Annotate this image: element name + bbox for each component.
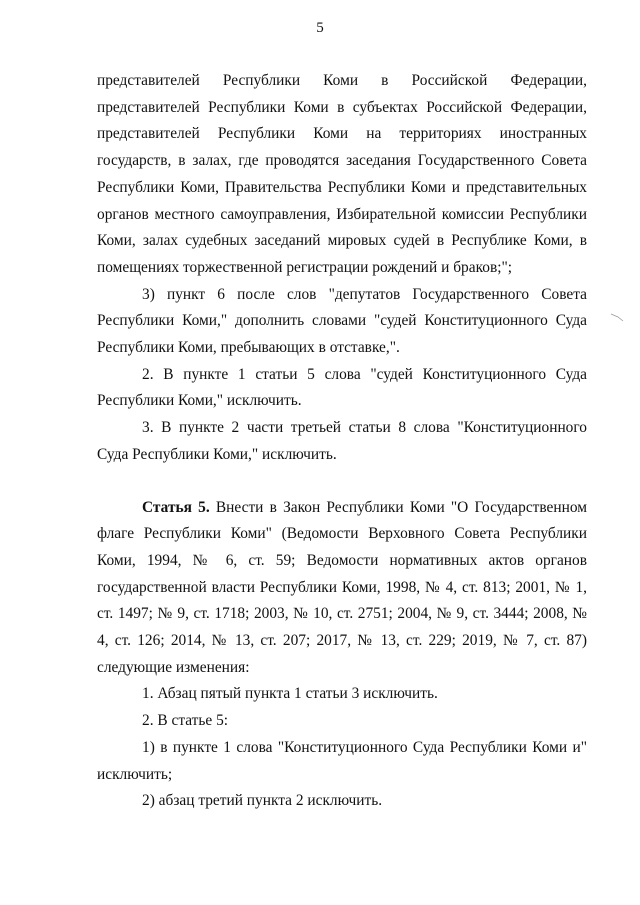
- section-gap: [97, 469, 587, 495]
- paragraph-point-2: 2. В пункте 1 статьи 5 слова "судей Конституционного Суда Республики Коми," исключить.: [97, 365, 587, 410]
- article-5-paragraph: [97, 495, 587, 682]
- paragraph-item-3: 3) пункт 6 после слов "депутатов Государственного Совета Республики Коми," дополнить словами "судей Конституционного Суда Республики Коми, пребывающих в отставке,".: [97, 285, 587, 357]
- article-5-point-1: 1. Абзац пятый пункта 1 статьи 3 исключить.: [142, 685, 438, 703]
- article-5-subitem-2: 2) абзац третий пункта 2 исключить.: [142, 792, 383, 810]
- article-5-label: Статья 5.: [142, 498, 210, 516]
- paragraph-point-3: 3. В пункте 2 части третьей статьи 8 слова "Конституционного Суда Республики Коми," исключить.: [97, 419, 587, 463]
- page-number: 5: [316, 20, 324, 36]
- article-5-subitem-1: 1) в пункте 1 слова "Конституционного Суда Республики Коми и" исключить;: [97, 738, 587, 783]
- paragraph-continuation: представителей Республики Коми в Российской Федерации, представителей Республики Коми в субъектах Российской Федерации, представителей Республики Коми на территориях иностранных государств, в залах, где проводятся заседания Государственного Совета Республики Коми, Правительства Республики Коми и представительных органов местного самоуправления, Избирательной комиссии Республики Коми, залах судебных заседаний мировых судей в Республике Коми, в помещениях торжественной регистрации рождений и браков;";: [97, 72, 587, 276]
- document-text: [97, 68, 587, 815]
- scan-artifact-mark: [610, 312, 624, 322]
- article-5-text: Внести в Закон Республики Коми "О Государственном флаге Республики Коми" (Ведомости Верховного Совета Республики Коми, 1994, № 6, ст. 59; Ведомости нормативных актов органов государственной власти Республики Коми, 1998, № 4, ст. 813; 2001, № 1, ст. 1497; № 9, ст. 1718; 2003, № 10, ст. 2751; 2004, № 9, ст. 3444; 2008, № 4, ст. 126; 2014, № 13, ст. 207; 2017, № 13, ст. 229; 2019, № 7, ст. 87) следующие изменения:: [97, 498, 587, 676]
- article-5-point-2: 2. В статье 5:: [142, 712, 229, 730]
